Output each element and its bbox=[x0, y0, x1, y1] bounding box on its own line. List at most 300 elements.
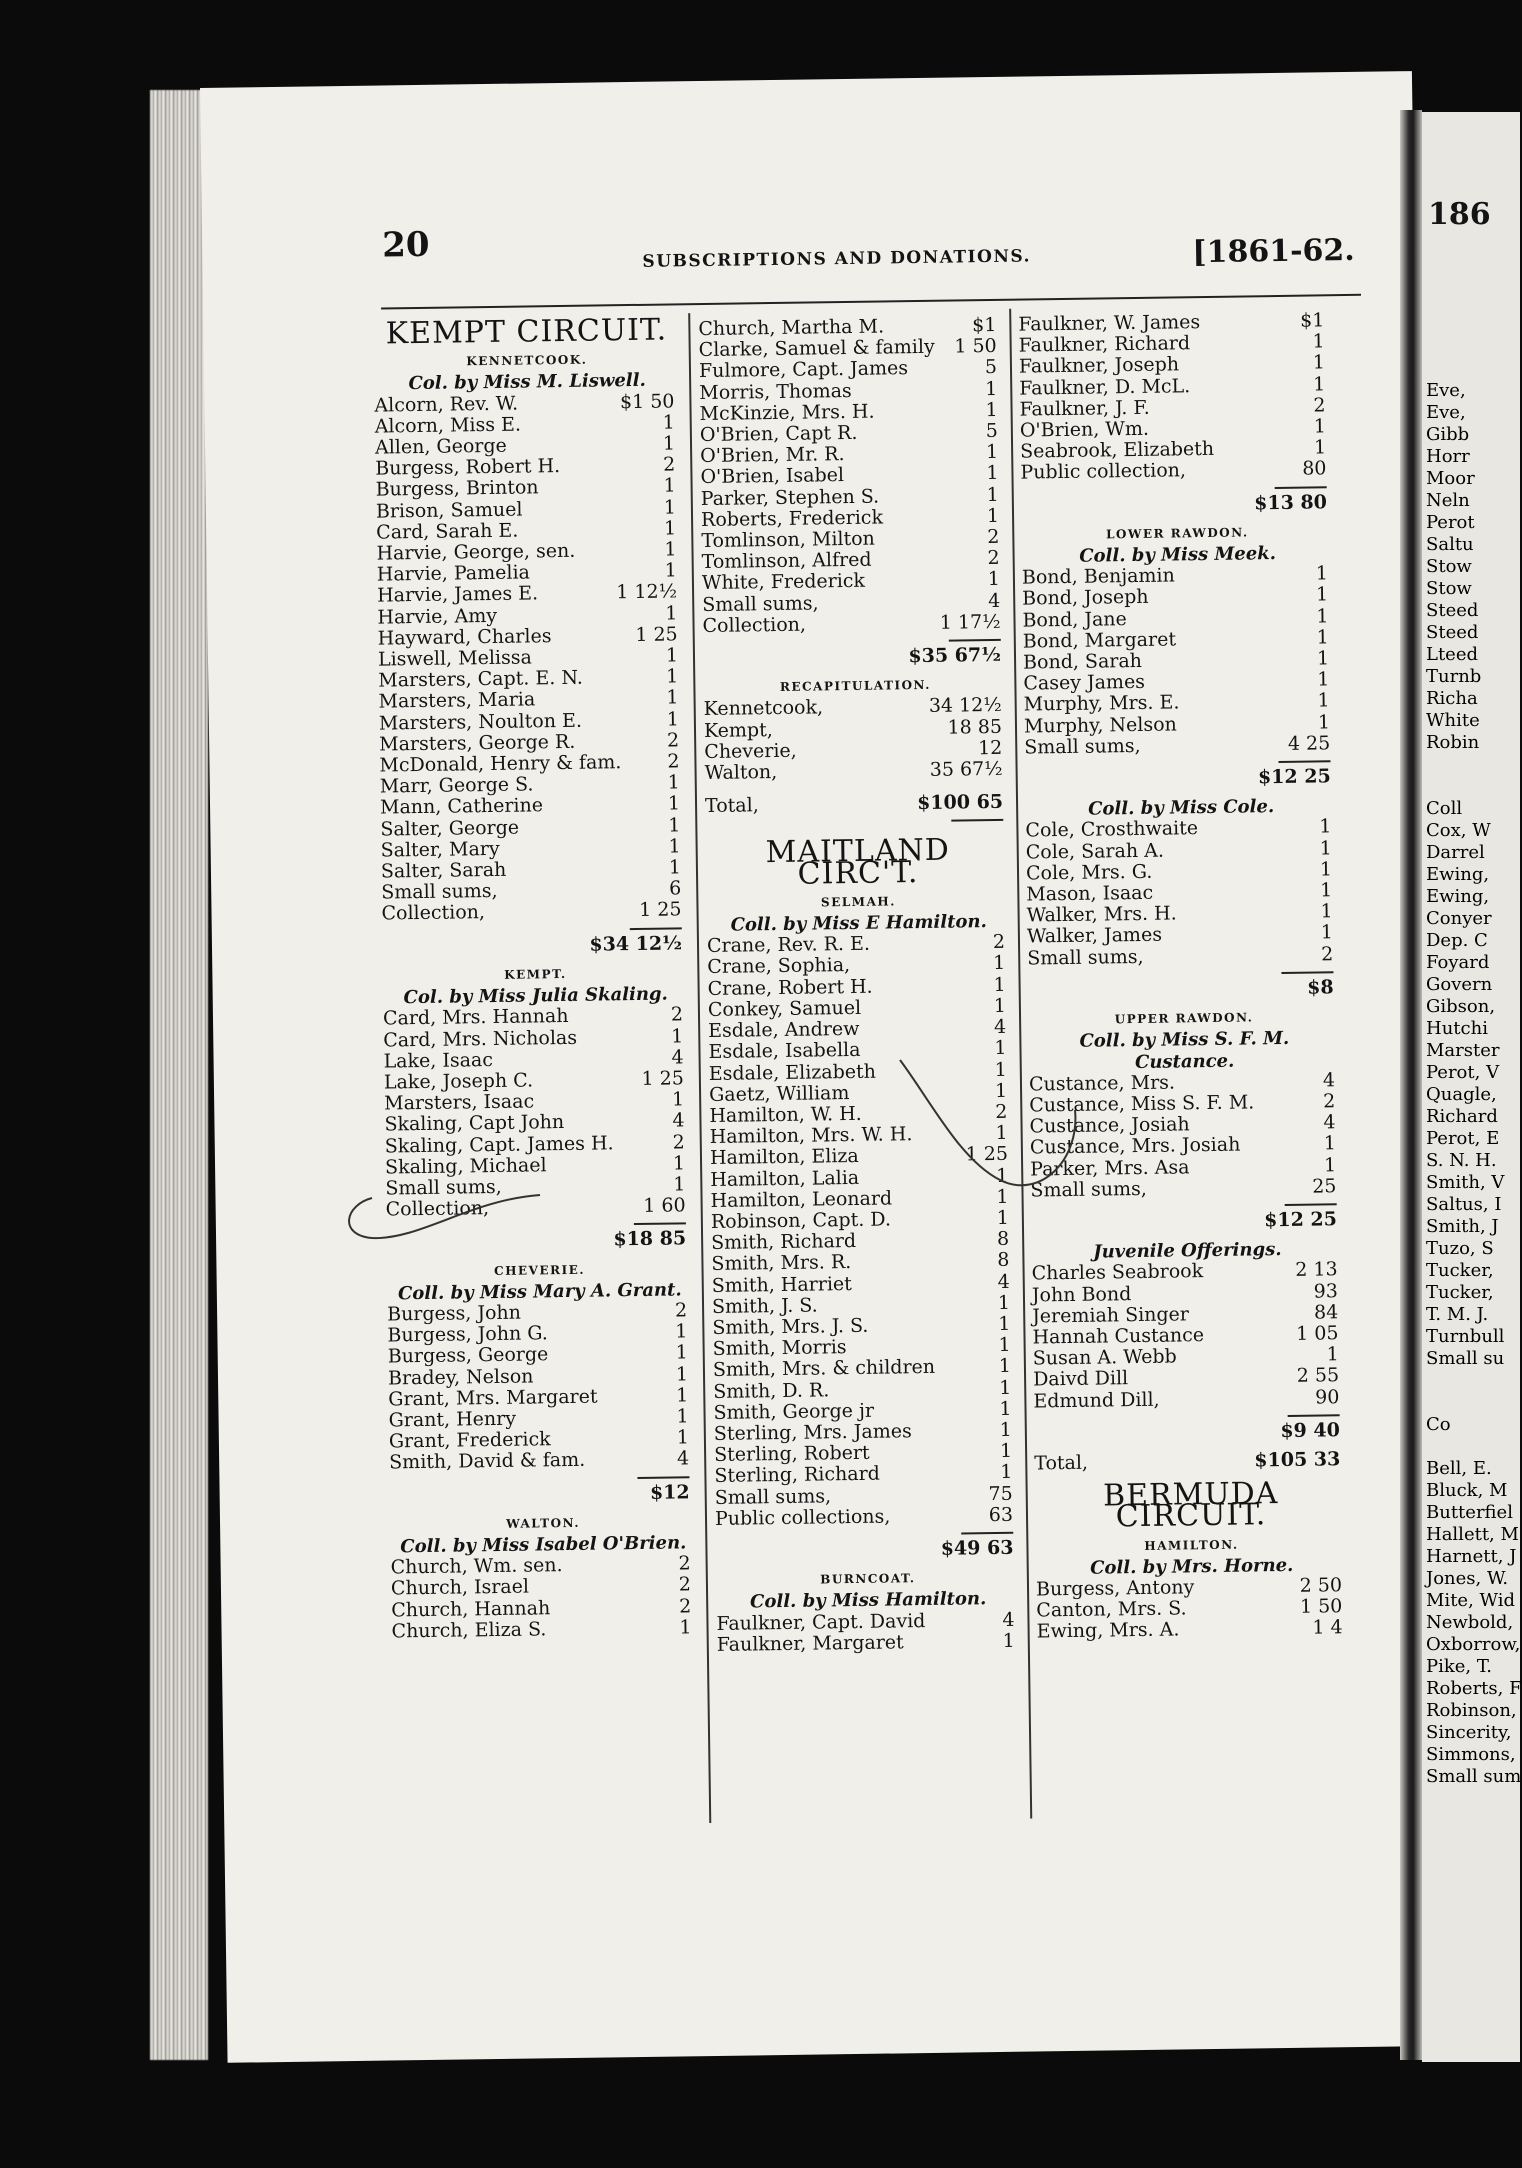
donor-name: Tomlinson, Milton bbox=[701, 527, 875, 553]
donor-name: Smith, Richard bbox=[711, 1230, 857, 1255]
donor-name: Murphy, Mrs. E. bbox=[1023, 691, 1180, 717]
donor-name: Small sums, bbox=[1024, 734, 1141, 759]
next-page-line: Conyer bbox=[1426, 908, 1492, 929]
donor-name: Hamilton, Mrs. W. H. bbox=[709, 1123, 913, 1149]
donation-amount: 1 bbox=[672, 1152, 686, 1175]
donation-amount: 8 bbox=[996, 1227, 1010, 1251]
next-page-line: Roberts, F bbox=[1426, 1678, 1522, 1699]
total-rule bbox=[1285, 1203, 1337, 1206]
donation-amount: 1 bbox=[986, 483, 999, 506]
donation-amount: 1 bbox=[1313, 436, 1327, 459]
total-rule bbox=[961, 1532, 1013, 1535]
section bbox=[1031, 1238, 1346, 1445]
donation-amount: 1 bbox=[675, 1341, 688, 1364]
next-page-line: Perot, E bbox=[1426, 1128, 1500, 1149]
donation-amount: 1 bbox=[1315, 562, 1329, 585]
donation-amount: $1 bbox=[972, 313, 997, 337]
donation-amount: 1 bbox=[664, 538, 677, 561]
donation-amount: 1 bbox=[666, 665, 679, 688]
donor-name: Roberts, Frederick bbox=[700, 506, 884, 531]
next-page-list bbox=[1426, 380, 1522, 1788]
next-page-line: Stow bbox=[1426, 578, 1472, 599]
donor-name: Small sums, bbox=[714, 1484, 832, 1509]
donation-amount: 1 bbox=[671, 1024, 684, 1048]
section-total: $12 25 bbox=[1264, 1208, 1338, 1232]
donation-amount: 1 bbox=[662, 432, 676, 455]
next-page-line: Bluck, M bbox=[1426, 1480, 1508, 1501]
donor-name: Burgess, George bbox=[387, 1343, 549, 1368]
donation-amount: 1 bbox=[1316, 647, 1330, 670]
next-page-line: Steed bbox=[1426, 622, 1479, 643]
donor-name: Parker, Mrs. Asa bbox=[1030, 1155, 1190, 1181]
next-page-line: Saltu bbox=[1426, 534, 1474, 555]
next-page-line: Perot, V bbox=[1426, 1062, 1500, 1083]
donation-amount: 1 bbox=[1320, 900, 1333, 923]
donation-amount: 2 bbox=[674, 1299, 688, 1322]
donor-name: Harvie, James E. bbox=[376, 582, 539, 608]
donation-amount: 1 bbox=[1315, 583, 1329, 606]
section bbox=[390, 1511, 698, 1642]
next-page-line: Perot bbox=[1426, 512, 1475, 533]
section-total: $13 80 bbox=[1254, 490, 1328, 514]
section-total: $12 bbox=[649, 1480, 690, 1504]
next-page-line: Quagle, bbox=[1426, 1084, 1497, 1105]
donation-amount: 1 17½ bbox=[939, 610, 1001, 634]
donation-amount: 1 bbox=[986, 462, 999, 485]
donation-amount: 1 bbox=[985, 398, 998, 421]
next-page-line: Oxborrow, bbox=[1426, 1634, 1521, 1655]
entry-row bbox=[717, 1630, 1021, 1655]
donation-amount: 1 bbox=[993, 952, 1006, 975]
section-place: KENNETCOOK. bbox=[466, 352, 588, 369]
page-number: 20 bbox=[381, 224, 430, 266]
donation-amount: 8 bbox=[997, 1249, 1010, 1272]
donor-name: Card, Mrs. Hannah bbox=[382, 1005, 569, 1030]
donor-name: Cheverie, bbox=[704, 739, 797, 763]
donation-amount: 2 50 bbox=[1299, 1574, 1343, 1597]
section bbox=[374, 349, 688, 959]
donor-name: Hayward, Charles bbox=[377, 624, 552, 650]
donor-name: Charles Seabrook bbox=[1031, 1260, 1204, 1285]
donation-amount: 1 bbox=[675, 1362, 689, 1386]
donation-amount: 1 bbox=[1326, 1343, 1339, 1366]
donation-amount: 1 bbox=[985, 377, 998, 400]
donor-name: Collection, bbox=[385, 1197, 490, 1221]
donor-name: McDonald, Henry & fam. bbox=[379, 751, 622, 777]
donor-name: Jeremiah Singer bbox=[1032, 1303, 1190, 1328]
donor-name: Small sums, bbox=[702, 592, 819, 616]
donor-name: O'Brien, Wm. bbox=[1019, 417, 1150, 442]
donation-amount: 1 25 bbox=[965, 1143, 1009, 1166]
section-total: $8 bbox=[1307, 976, 1334, 999]
donation-amount: 1 bbox=[665, 602, 678, 625]
recap-total-label: Total, bbox=[704, 794, 759, 818]
donation-amount: 90 bbox=[1315, 1385, 1340, 1409]
donation-amount: 1 4 bbox=[1312, 1616, 1343, 1639]
collector-line: Coll. by Miss E Hamilton. bbox=[730, 911, 987, 936]
donor-name: McKinzie, Mrs. H. bbox=[699, 400, 875, 425]
donor-name: Church, Hannah bbox=[391, 1596, 551, 1622]
next-page-line: Small sum bbox=[1426, 1766, 1522, 1787]
donation-amount: 93 bbox=[1313, 1279, 1339, 1303]
donor-name: Faulkner, Richard bbox=[1018, 332, 1191, 357]
total-rule bbox=[949, 639, 1001, 642]
next-page-line: Horr bbox=[1426, 446, 1470, 467]
entry-row bbox=[1027, 944, 1339, 970]
section-place: SELMAH. bbox=[820, 894, 896, 910]
next-page-line: White bbox=[1426, 710, 1480, 731]
header-rule bbox=[381, 294, 1361, 310]
section bbox=[1025, 795, 1340, 1002]
donor-name: Custance, Josiah bbox=[1029, 1113, 1190, 1138]
donor-name: Morris, Thomas bbox=[699, 379, 852, 404]
donation-amount: 1 bbox=[668, 814, 681, 837]
donation-amount: 1 bbox=[998, 1312, 1011, 1335]
donation-amount: 1 bbox=[1002, 1629, 1015, 1652]
donor-name: Mann, Catherine bbox=[379, 794, 544, 820]
donor-name: Clarke, Samuel & family bbox=[698, 335, 935, 362]
next-page-line: Cox, W bbox=[1426, 820, 1491, 841]
section bbox=[716, 1567, 1021, 1656]
donor-name: Burgess, Robert H. bbox=[375, 455, 561, 480]
donation-amount: 2 bbox=[987, 547, 1000, 570]
collector-line: Col. by Miss Julia Skaling. bbox=[403, 983, 668, 1009]
donor-name: Liswell, Melissa bbox=[377, 646, 533, 671]
donation-amount: 1 bbox=[999, 1397, 1012, 1420]
next-page-line: Eve, bbox=[1426, 380, 1466, 401]
donation-amount: 1 bbox=[662, 411, 675, 434]
section-place: LOWER RAWDON. bbox=[1105, 525, 1249, 542]
next-page-line: Mite, Wid bbox=[1426, 1590, 1515, 1611]
donor-name: Smith, Mrs. & children bbox=[712, 1356, 936, 1382]
donation-amount: 1 bbox=[1320, 921, 1334, 944]
donor-name: Hamilton, W. H. bbox=[709, 1102, 862, 1127]
donor-name: Church, Wm. sen. bbox=[390, 1554, 563, 1579]
donor-name: Collection, bbox=[702, 613, 807, 637]
donation-amount: 1 bbox=[676, 1405, 689, 1428]
entry-row bbox=[386, 1195, 692, 1220]
donor-name: Faulkner, Joseph bbox=[1018, 353, 1180, 378]
donor-name: Hamilton, Leonard bbox=[710, 1187, 893, 1212]
donor-name: Hamilton, Eliza bbox=[709, 1145, 859, 1170]
donation-amount: 1 bbox=[663, 517, 677, 540]
donor-name: Harvie, Pamelia bbox=[376, 561, 531, 586]
recap-total: $100 65 bbox=[916, 791, 1004, 815]
donation-amount: 1 bbox=[1316, 604, 1329, 628]
circuit-title: BERMUDA CIRCUIT. bbox=[1102, 1476, 1279, 1535]
total-rule bbox=[951, 819, 1003, 822]
donation-amount: 1 bbox=[675, 1320, 688, 1343]
next-page-line: Smith, V bbox=[1426, 1172, 1505, 1193]
donor-name: Parker, Stephen S. bbox=[700, 485, 880, 510]
collector-line: Coll. by Miss S. F. M. Custance. bbox=[1079, 1028, 1290, 1073]
donation-amount: 2 bbox=[992, 931, 1006, 954]
donation-amount: 1 bbox=[1312, 330, 1325, 353]
recap-total-row bbox=[705, 792, 1009, 817]
donor-name: Susan A. Webb bbox=[1032, 1345, 1177, 1370]
donor-name: Burgess, John G. bbox=[387, 1322, 548, 1347]
donation-amount: 4 bbox=[997, 1270, 1010, 1293]
entry-row bbox=[381, 900, 687, 925]
entry-row bbox=[391, 1617, 697, 1642]
donor-name: White, Frederick bbox=[701, 570, 866, 595]
donor-name: Cole, Mrs. G. bbox=[1025, 860, 1153, 885]
donation-amount: 2 bbox=[667, 750, 680, 773]
donation-amount: 5 bbox=[984, 356, 998, 379]
section-place: BURNCOAT. bbox=[820, 1571, 916, 1587]
donor-name: Ewing, Mrs. A. bbox=[1036, 1618, 1180, 1643]
donation-amount: 63 bbox=[988, 1503, 1014, 1526]
donor-name: Casey James bbox=[1023, 671, 1146, 695]
donation-amount: 2 bbox=[1320, 942, 1334, 966]
donation-amount: 1 bbox=[986, 504, 1000, 527]
entry-row bbox=[389, 1449, 695, 1474]
donation-amount: 1 bbox=[1319, 836, 1332, 860]
donation-amount: 1 50 bbox=[1299, 1595, 1343, 1618]
section-total: $18 85 bbox=[613, 1227, 687, 1251]
donation-amount: 1 bbox=[1313, 415, 1326, 438]
donation-amount: 1 bbox=[994, 1058, 1007, 1081]
donation-amount: 1 bbox=[667, 792, 681, 816]
section-place: WALTON. bbox=[506, 1515, 581, 1531]
donor-name: Bond, Jane bbox=[1022, 607, 1127, 632]
section bbox=[1028, 1006, 1343, 1234]
entry-row bbox=[704, 759, 1008, 784]
donation-amount: 1 bbox=[663, 496, 677, 519]
donation-amount: 1 bbox=[663, 474, 676, 497]
donation-amount: 2 bbox=[663, 453, 676, 476]
donation-amount: 4 25 bbox=[1287, 732, 1331, 755]
donor-name: Sterling, Richard bbox=[714, 1463, 881, 1488]
entry-row bbox=[1030, 1176, 1342, 1202]
donor-name: Walker, James bbox=[1026, 924, 1163, 949]
section-total: $35 67½ bbox=[908, 643, 1002, 668]
donor-name: Salter, Mary bbox=[380, 837, 500, 862]
section-place: UPPER RAWDON. bbox=[1114, 1010, 1254, 1027]
entry-row bbox=[715, 1504, 1019, 1529]
donation-amount: 4 bbox=[1323, 1111, 1336, 1134]
next-page-line: Coll bbox=[1426, 798, 1463, 819]
donor-name: Marr, George S. bbox=[379, 773, 534, 798]
donation-amount: 1 bbox=[998, 1376, 1012, 1399]
next-page-line: Sincerity, bbox=[1426, 1722, 1512, 1743]
donation-amount: 1 bbox=[668, 835, 681, 858]
donation-amount: 2 bbox=[678, 1594, 692, 1618]
donation-amount: 1 bbox=[1312, 351, 1326, 374]
donation-amount: 1 50 bbox=[954, 335, 997, 358]
collector-line: Col. by Miss M. Liswell. bbox=[408, 370, 646, 395]
next-page-line: Simmons, bbox=[1426, 1744, 1516, 1765]
donor-name: Faulkner, D. McL. bbox=[1019, 374, 1191, 400]
donation-amount: 2 bbox=[678, 1552, 691, 1575]
donation-amount: 1 bbox=[665, 644, 679, 667]
donor-name: Kennetcook, bbox=[703, 696, 824, 721]
donor-name: Esdale, Elizabeth bbox=[708, 1060, 877, 1085]
donation-amount: 4 bbox=[1322, 1068, 1336, 1092]
donation-amount: 1 25 bbox=[639, 898, 682, 922]
donor-name: Marsters, George R. bbox=[379, 730, 576, 756]
donor-name: Fulmore, Capt. James bbox=[698, 357, 909, 383]
entry-row bbox=[702, 612, 1006, 637]
next-page-line: Richa bbox=[1426, 688, 1478, 709]
section-total: $34 12½ bbox=[589, 932, 683, 956]
next-page-line bbox=[1426, 1392, 1522, 1414]
next-page-line bbox=[1426, 754, 1522, 776]
donation-amount: 2 bbox=[670, 1003, 684, 1026]
entry-row bbox=[1033, 1387, 1345, 1413]
donor-name: Harvie, Amy bbox=[377, 604, 498, 629]
section-place: KEMPT. bbox=[504, 966, 567, 982]
next-page-line: Ewing, bbox=[1426, 886, 1490, 907]
donor-name: Marsters, Noulton E. bbox=[378, 709, 583, 735]
next-page-line: Butterfiel bbox=[1426, 1502, 1513, 1523]
donor-name: Salter, George bbox=[380, 816, 520, 841]
donor-name: Marsters, Maria bbox=[378, 688, 536, 714]
next-page-line: Jones, W. bbox=[1426, 1568, 1509, 1589]
next-page-line: Tucker, bbox=[1426, 1282, 1494, 1303]
donor-name: Edmund Dill, bbox=[1033, 1388, 1160, 1413]
grand-total: $105 33 bbox=[1254, 1448, 1341, 1472]
section-place: CHEVERIE. bbox=[493, 1262, 586, 1278]
donor-name: Cole, Sarah A. bbox=[1025, 839, 1165, 864]
donation-amount: 1 bbox=[1323, 1132, 1337, 1155]
recapitulation bbox=[703, 674, 1009, 825]
book-page bbox=[200, 71, 1439, 2063]
next-page-line: S. N. H. bbox=[1426, 1150, 1497, 1171]
donation-amount: 5 bbox=[985, 419, 999, 443]
next-page-line: Bell, E. bbox=[1426, 1458, 1492, 1479]
next-page-line: Turnbull bbox=[1426, 1326, 1505, 1347]
next-page-line: Newbold, bbox=[1426, 1612, 1514, 1633]
donor-name: Public collection, bbox=[1020, 459, 1187, 485]
entry-row bbox=[1036, 1617, 1348, 1643]
next-page-line: Neln bbox=[1426, 490, 1470, 511]
section-place: HAMILTON. bbox=[1144, 1537, 1239, 1553]
donation-amount: 1 bbox=[993, 973, 1006, 996]
next-page-line: Pike, T. bbox=[1426, 1656, 1492, 1677]
donor-name: Seabrook, Elizabeth bbox=[1020, 438, 1215, 463]
collector-line: Coll. by Mrs. Horne. bbox=[1089, 1554, 1294, 1579]
donation-amount: 1 60 bbox=[643, 1194, 686, 1218]
donor-name: Custance, Mrs. bbox=[1028, 1071, 1176, 1096]
donor-name: Card, Sarah E. bbox=[376, 519, 519, 544]
next-page-line: Darrel bbox=[1426, 842, 1485, 863]
donor-name: O'Brien, Capt R. bbox=[699, 421, 858, 447]
next-page-line: Marster bbox=[1426, 1040, 1500, 1061]
grand-total-label: Total, bbox=[1034, 1451, 1089, 1475]
donation-amount: 75 bbox=[988, 1482, 1013, 1505]
donation-amount: 4 bbox=[676, 1447, 690, 1470]
collector-line: Coll. by Miss Mary A. Grant. bbox=[397, 1279, 682, 1305]
donor-name: Grant, Frederick bbox=[388, 1428, 551, 1453]
next-page-line bbox=[1426, 1370, 1522, 1392]
section bbox=[386, 1258, 695, 1507]
donation-amount: 1 bbox=[996, 1185, 1009, 1208]
donor-name: Sterling, Mrs. James bbox=[713, 1420, 912, 1445]
donation-amount: 1 bbox=[997, 1291, 1011, 1314]
section bbox=[1021, 521, 1337, 792]
next-page-line: Eve, bbox=[1426, 402, 1466, 423]
donation-amount: 2 55 bbox=[1296, 1364, 1340, 1388]
donation-amount: 1 bbox=[679, 1616, 692, 1639]
donor-name: O'Brien, Mr. R. bbox=[700, 443, 845, 468]
next-page-line: Ewing, bbox=[1426, 864, 1490, 885]
donor-name: Faulkner, Capt. David bbox=[716, 1609, 926, 1635]
donation-amount: 1 bbox=[1317, 710, 1331, 734]
total-rule bbox=[1281, 971, 1333, 974]
donation-amount: 1 bbox=[673, 1173, 686, 1196]
next-page-line: Dep. C bbox=[1426, 930, 1488, 951]
donor-name: Church, Israel bbox=[390, 1575, 530, 1600]
next-page-line: Lteed bbox=[1426, 644, 1479, 665]
collector-line: Coll. by Miss Isabel O'Brien. bbox=[400, 1532, 687, 1558]
donor-name: Small sums, bbox=[1030, 1177, 1147, 1202]
donation-amount: 1 bbox=[676, 1384, 689, 1407]
donor-name: Kempt, bbox=[703, 718, 773, 742]
donor-name: Small sums, bbox=[385, 1175, 502, 1200]
donor-name: Marsters, Isaac bbox=[384, 1090, 535, 1115]
donor-name: Canton, Mrs. S. bbox=[1036, 1597, 1187, 1622]
donor-name: Crane, Rev. R. E. bbox=[706, 933, 871, 958]
total-rule bbox=[1275, 486, 1327, 489]
donation-amount: 4 bbox=[993, 1015, 1007, 1039]
book-page-edges bbox=[150, 90, 208, 2060]
donor-name: Church, Martha M. bbox=[698, 315, 885, 341]
donor-name: Salter, Sarah bbox=[380, 858, 507, 883]
circuit-title: MAITLAND CIRC'T. bbox=[765, 833, 951, 892]
next-page-line: Tucker, bbox=[1426, 1260, 1494, 1281]
donor-name: Custance, Miss S. F. M. bbox=[1029, 1091, 1255, 1117]
entry-row bbox=[1024, 733, 1336, 759]
donor-name: Bond, Joseph bbox=[1022, 586, 1149, 611]
section-total: $12 25 bbox=[1257, 765, 1331, 789]
donation-amount: 35 67½ bbox=[929, 757, 1003, 781]
donor-name: Hamilton, Lalia bbox=[710, 1166, 860, 1191]
total-rule bbox=[1288, 1414, 1340, 1417]
next-page-line: Saltus, I bbox=[1426, 1194, 1502, 1215]
donor-name: Cole, Crosthwaite bbox=[1025, 817, 1199, 843]
next-page-line: Smith, J bbox=[1426, 1216, 1499, 1237]
donor-name: Burgess, John bbox=[386, 1301, 522, 1326]
donation-amount: 2 bbox=[678, 1573, 692, 1596]
donor-name: Church, Eliza S. bbox=[391, 1618, 547, 1643]
donor-name: Bond, Benjamin bbox=[1021, 564, 1175, 589]
donation-amount: 1 bbox=[998, 1333, 1011, 1357]
donation-amount: 4 bbox=[1002, 1608, 1015, 1631]
donor-name: Robinson, Capt. D. bbox=[710, 1208, 892, 1233]
next-page-line: Foyard bbox=[1426, 952, 1490, 973]
next-page-edge bbox=[1422, 112, 1520, 2062]
donation-amount: 1 bbox=[985, 441, 999, 464]
donation-amount: 2 13 bbox=[1295, 1258, 1338, 1282]
donation-amount: 1 bbox=[994, 1079, 1008, 1102]
next-page-line: Gibb bbox=[1426, 424, 1470, 445]
donation-amount: 1 bbox=[994, 1037, 1007, 1060]
donor-name: Mason, Isaac bbox=[1026, 881, 1154, 906]
section bbox=[1035, 1533, 1348, 1643]
donor-name: Public collections, bbox=[714, 1505, 891, 1530]
donation-amount: 2 bbox=[1313, 394, 1326, 417]
donation-amount: 1 bbox=[998, 1355, 1012, 1378]
next-page-line: Gibson, bbox=[1426, 996, 1496, 1017]
donor-name: Bond, Margaret bbox=[1022, 628, 1177, 653]
donor-name: Alcorn, Miss E. bbox=[374, 413, 522, 438]
donation-amount: 6 bbox=[668, 877, 682, 900]
donor-name: Smith, David & fam. bbox=[389, 1449, 586, 1474]
total-rule bbox=[630, 927, 682, 930]
collector-line: Coll. by Miss Meek. bbox=[1079, 543, 1277, 567]
donor-name: Crane, Robert H. bbox=[707, 975, 873, 1000]
